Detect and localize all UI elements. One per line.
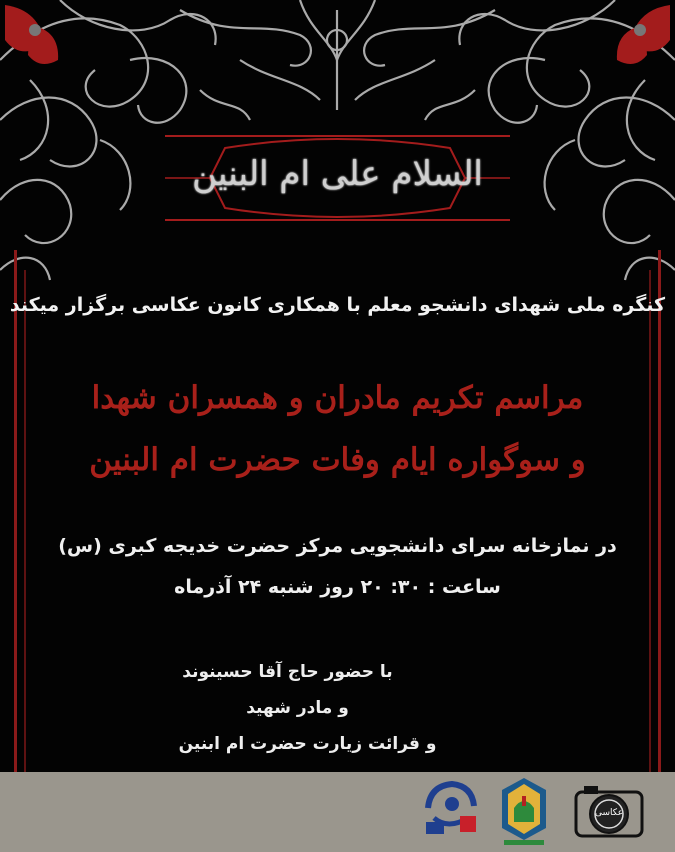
logo-footer	[0, 772, 675, 852]
mosque-emblem-icon	[496, 776, 552, 848]
calligraphy-text: السلام علی ام البنین	[192, 154, 483, 194]
guest-line-1: با حضور حاج آقا حسینوند	[182, 662, 393, 682]
mosque-emblem-logo	[496, 776, 552, 852]
venue-line: در نمازخانه سرای دانشجویی مرکز حضرت خدیجه کبری (س)	[58, 535, 617, 557]
title-line-2: و سوگواره ایام وفات حضرت ام البنین	[89, 442, 586, 478]
time-line: ساعت : ۳۰: ۲۰ روز شنبه ۲۴ آذرماه	[174, 576, 501, 598]
camera-club-logo	[574, 782, 644, 842]
camera-logo-text: عکاسی	[594, 808, 624, 818]
frame-line-left	[14, 250, 17, 772]
student-org-icon	[420, 778, 482, 840]
frame-line-right	[658, 250, 661, 772]
guest-line-3: و قرائت زیارت حضرت ام ابنین	[178, 734, 437, 754]
organizer-line: کنگره ملی شهدای دانشجو معلم با همکاری کانون عکاسی برگزار میکند	[9, 294, 666, 316]
student-org-logo	[420, 778, 482, 844]
title-line-1: مراسم تکریم مادران و همسران شهدا	[91, 380, 584, 416]
guest-line-2: و مادر شهید	[246, 698, 349, 718]
calligraphy-banner	[165, 134, 510, 222]
frame-line-left-inner	[24, 270, 26, 772]
frame-line-right-inner	[649, 270, 651, 772]
